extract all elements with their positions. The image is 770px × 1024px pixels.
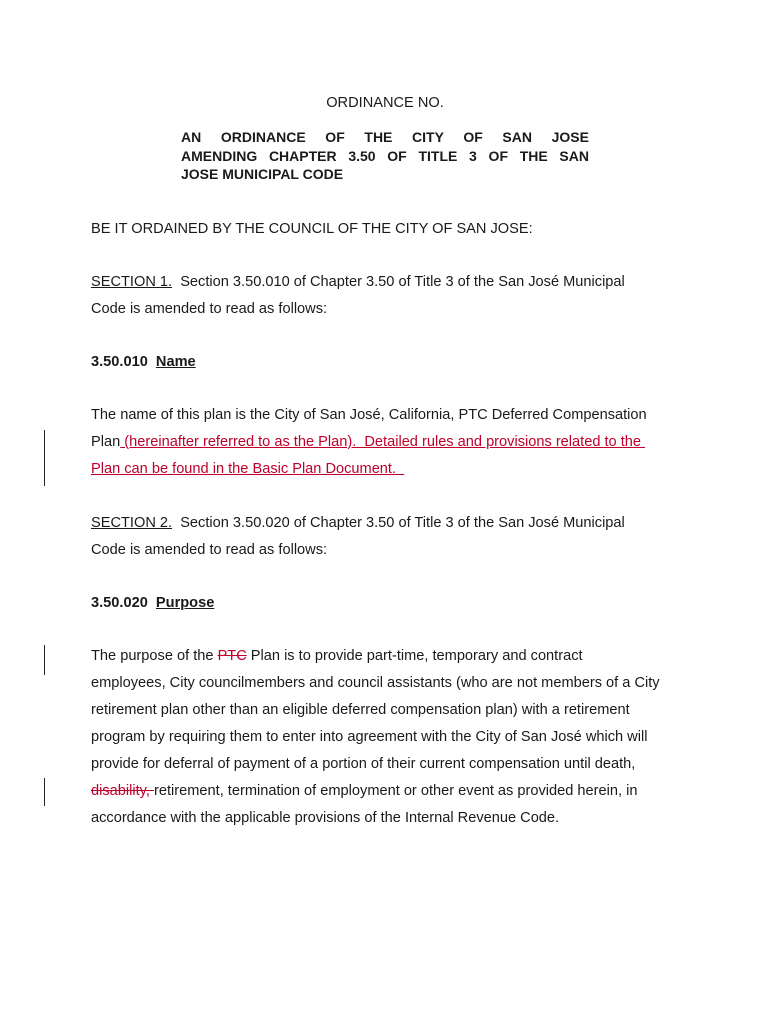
- section2-body-line1: [91, 647, 583, 665]
- section2-intro-text: Section 3.50.020 of Chapter 3.50 of Title 3 of the San José Municipal: [172, 515, 625, 531]
- revision-change-bar: [44, 778, 45, 806]
- title-line-2: AMENDING CHAPTER 3.50 OF TITLE 3 OF THE SAN: [181, 147, 589, 164]
- section2-body-text-c: retirement, termination of employment or other event as provided herein, in: [154, 783, 638, 799]
- section1-body-line1: The name of this plan is the City of San José, California, PTC Deferred Compensation: [91, 407, 647, 423]
- section2-body-line3: retirement plan other than an eligible deferred compensation plan) with a retirement: [91, 702, 630, 718]
- section1-inserted-text: (hereinafter referred to as the Plan). Detailed rules and provisions related to the: [120, 434, 646, 450]
- enacting-clause: BE IT ORDAINED BY THE COUNCIL OF THE CITY OF SAN JOSE:: [91, 221, 533, 237]
- section2-body-line4: program by requiring them to enter into agreement with the City of San José which will: [91, 729, 648, 745]
- title-line-1: AN ORDINANCE OF THE CITY OF SAN JOSE: [181, 129, 589, 145]
- section2-deleted-text: PTC: [217, 648, 247, 664]
- section2-heading-title: Purpose: [155, 595, 215, 611]
- section1-heading-title: Name: [155, 354, 196, 370]
- section2-body-line6: [91, 782, 637, 800]
- section1-label: SECTION 1.: [91, 274, 173, 290]
- revision-change-bar: [44, 645, 45, 675]
- section2-body-text-b: Plan is to provide part-time, temporary and contract: [246, 648, 583, 664]
- section1-inserted-text-2: Plan can be found in the Basic Plan Document.: [91, 461, 405, 477]
- ordinance-number: ORDINANCE NO.: [326, 95, 444, 111]
- section2-deleted-text-2: disability,: [91, 783, 154, 799]
- section2-label: SECTION 2.: [91, 515, 173, 531]
- title-line-3: JOSE MUNICIPAL CODE: [181, 166, 344, 182]
- ordinance-title: [181, 128, 589, 184]
- revision-change-bar: [44, 430, 45, 486]
- section2-intro: [91, 514, 625, 532]
- section2-body-text-a: The purpose of the: [91, 648, 218, 664]
- section1-body-line2: [91, 433, 645, 451]
- section1-heading-number: 3.50.010: [91, 354, 156, 370]
- section2-heading: [91, 594, 214, 612]
- section1-intro-line2: Code is amended to read as follows:: [91, 301, 328, 317]
- section2-intro-line2: Code is amended to read as follows:: [91, 542, 328, 558]
- section2-heading-number: 3.50.020: [91, 595, 156, 611]
- section1-body-plain: Plan: [91, 434, 121, 450]
- section1-intro: [91, 273, 625, 291]
- section1-heading: [91, 353, 196, 371]
- section1-body-line3: [91, 460, 404, 478]
- section2-body-line2: employees, City councilmembers and council assistants (who are not members of a City: [91, 675, 660, 691]
- section2-body-line5: provide for deferral of payment of a portion of their current compensation until death,: [91, 756, 636, 772]
- section1-intro-text: Section 3.50.010 of Chapter 3.50 of Title 3 of the San José Municipal: [172, 274, 625, 290]
- section2-body-line7: accordance with the applicable provisions of the Internal Revenue Code.: [91, 810, 560, 826]
